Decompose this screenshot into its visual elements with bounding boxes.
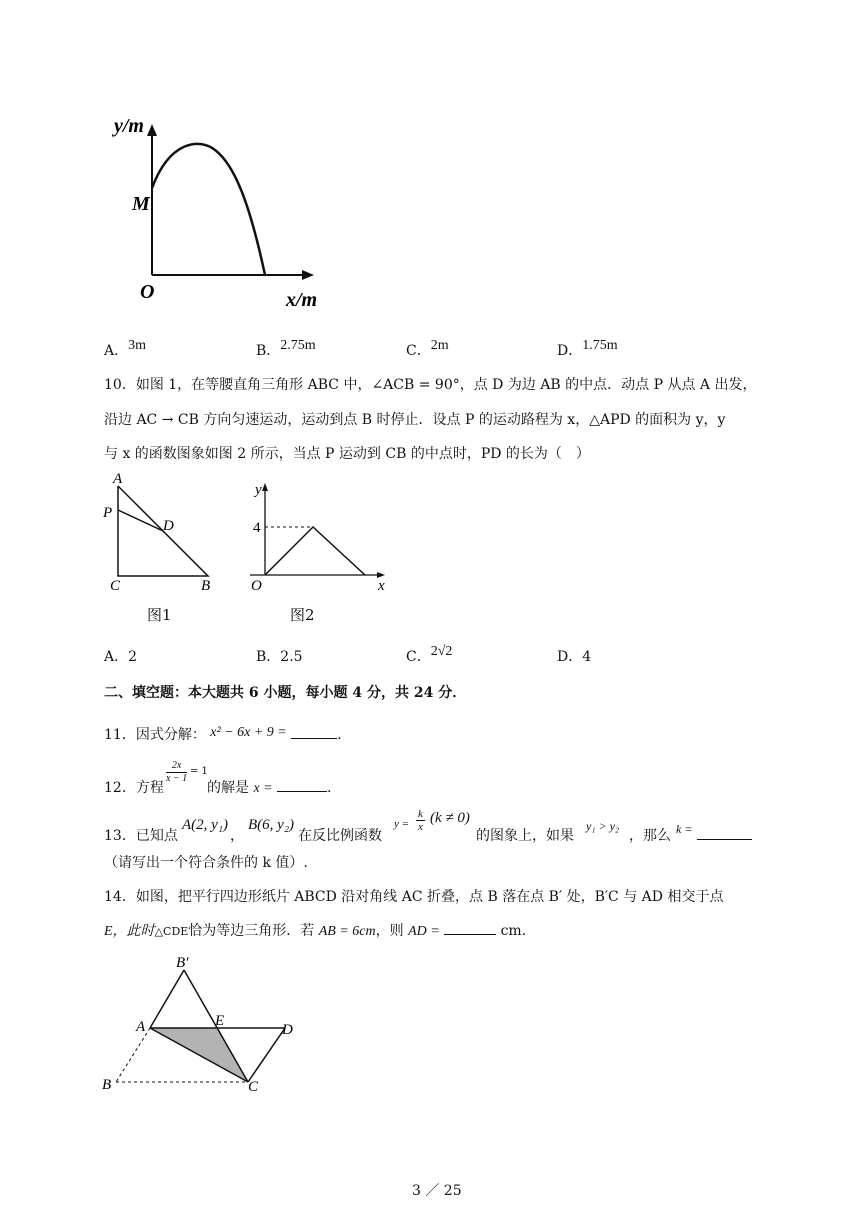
fig2-caption: 图2 bbox=[290, 606, 315, 624]
q13-prefix: 13．已知点 bbox=[104, 828, 178, 844]
q11-suffix: ． bbox=[337, 727, 352, 743]
q12-fraction bbox=[166, 760, 187, 785]
option-letter: C． bbox=[406, 343, 431, 359]
option-value: 4 bbox=[582, 649, 592, 665]
option-letter: D． bbox=[557, 343, 583, 359]
q14-line2-a: E，此时 bbox=[104, 924, 155, 939]
fig14-label-a: A bbox=[136, 1019, 146, 1035]
fig14-label-d: D bbox=[282, 1022, 293, 1038]
q11-prefix: 11．因式分解： bbox=[104, 727, 206, 743]
q13-func-fraction bbox=[416, 808, 425, 833]
fig2-label-4: 4 bbox=[253, 520, 261, 536]
fig1-label-c: C bbox=[110, 578, 121, 594]
q10-line1: 10．如图 1，在等腰直角三角形 ABC 中，∠ACB = 90°，点 D 为边 AB 的中点．动点 P 从点 A 出发， bbox=[104, 377, 757, 393]
page-number: 3 ／ 25 bbox=[412, 1183, 462, 1199]
q13-mid3: ，那么 bbox=[629, 828, 671, 844]
q12-mid: 的解是 bbox=[207, 780, 249, 796]
q13-comma: ， bbox=[230, 828, 244, 844]
q13-point-b: B(6, y₂) bbox=[248, 817, 295, 833]
q10-option-c bbox=[406, 646, 452, 666]
option-letter: B． bbox=[256, 649, 281, 665]
fig1-label-a: A bbox=[113, 471, 123, 487]
q14-ad-equals: AD = bbox=[408, 924, 440, 939]
q13-func-denominator: x bbox=[418, 821, 423, 833]
q13-k-equals: k = bbox=[676, 822, 693, 836]
q12-prefix: 12．方程 bbox=[104, 780, 164, 796]
option-letter: D． bbox=[557, 649, 583, 665]
q12-suffix: ． bbox=[327, 780, 342, 796]
q13-line2: （请写出一个符合条件的 k 值）. bbox=[104, 855, 308, 871]
q10-figure-1 bbox=[100, 468, 220, 598]
x-axis-label: x/m bbox=[286, 289, 318, 311]
q13-mid: 在反比例函数 bbox=[298, 828, 382, 844]
q10-option-a bbox=[104, 646, 137, 666]
q12-frac-numerator: 2x bbox=[166, 760, 187, 773]
q13-inequality: y₁ > y₂ bbox=[586, 819, 620, 833]
option-letter: A． bbox=[104, 343, 129, 359]
q12-frac-denominator: x − 1 bbox=[166, 773, 188, 784]
q14-ab-length: AB = 6cm bbox=[318, 924, 376, 939]
q10-option-d bbox=[557, 646, 591, 666]
q14-line2 bbox=[104, 920, 536, 940]
q10-line3: 与 x 的函数图象如图 2 所示，当点 P 运动到 CB 的中点时，PD 的长为（ ） bbox=[104, 446, 590, 462]
fig2-label-o: O bbox=[251, 578, 262, 594]
q13-func-numerator: k bbox=[418, 808, 423, 820]
q10-line2: 沿边 AC → CB 方向匀速运动，运动到点 B 时停止．设点 P 的运动路程为 x，△APD 的面积为 y，y bbox=[104, 412, 726, 428]
q9-option-b bbox=[256, 340, 316, 360]
q9-option-d bbox=[557, 340, 618, 360]
q13-mid2: 的图象上，如果 bbox=[476, 828, 574, 844]
origin-label: O bbox=[140, 281, 155, 303]
q10-figure-2 bbox=[245, 480, 395, 600]
y-axis-label: y/m bbox=[114, 115, 144, 137]
q12-x-equals: x = bbox=[253, 781, 273, 796]
q11-expression: x² − 6x + 9 = bbox=[210, 725, 287, 740]
option-letter: B． bbox=[256, 343, 281, 359]
option-value: 2.5 bbox=[280, 649, 303, 665]
q13-point-a: A(2, y₁) bbox=[182, 817, 229, 833]
option-value: 1.75m bbox=[582, 338, 618, 353]
option-value: 2√2 bbox=[430, 644, 453, 659]
q12-rest bbox=[207, 777, 341, 797]
fig14-label-e: E bbox=[215, 1013, 225, 1029]
q9-option-a bbox=[104, 340, 146, 360]
fig14-label-bprime: B′ bbox=[176, 955, 189, 971]
q14-answer-blank[interactable] bbox=[444, 920, 496, 935]
point-m-label: M bbox=[132, 193, 150, 215]
q12-equals: = 1 bbox=[190, 766, 208, 777]
option-value: 3m bbox=[128, 338, 147, 353]
q14-triangle: △CDE bbox=[154, 925, 189, 938]
q9-option-c bbox=[406, 340, 449, 360]
q11-answer-blank[interactable] bbox=[291, 724, 337, 739]
q10-option-b bbox=[256, 646, 303, 666]
fig1-label-b: B bbox=[201, 578, 211, 594]
q14-line1: 14．如图，把平行四边形纸片 ABCD 沿对角线 AC 折叠，点 B 落在点 B′ 处，B′C 与 AD 相交于点 bbox=[104, 889, 724, 905]
option-value: 2m bbox=[430, 338, 449, 353]
fig1-label-d: D bbox=[163, 518, 174, 534]
q13-func-condition: (k ≠ 0) bbox=[430, 810, 470, 826]
q14-figure bbox=[100, 950, 330, 1095]
fig1-label-p: P bbox=[103, 505, 113, 521]
q14-unit: cm． bbox=[500, 923, 536, 939]
q13-answer-blank[interactable] bbox=[697, 825, 752, 840]
q11 bbox=[104, 724, 351, 744]
fig14-label-b: B bbox=[102, 1077, 112, 1093]
option-value: 2 bbox=[128, 649, 138, 665]
option-value: 2.75m bbox=[280, 338, 316, 353]
option-letter: C． bbox=[406, 649, 431, 665]
q14-line2-c: ，则 bbox=[375, 923, 404, 939]
fig1-caption: 图1 bbox=[147, 606, 172, 624]
q13-func-y: y = bbox=[394, 818, 410, 830]
q14-line2-b: 恰为等边三角形．若 bbox=[188, 923, 315, 939]
section-heading: 二、填空题：本大题共 6 小题，每小题 4 分，共 24 分． bbox=[104, 685, 467, 701]
option-letter: A． bbox=[104, 649, 129, 665]
q12-answer-blank[interactable] bbox=[277, 777, 327, 792]
q12 bbox=[104, 777, 164, 797]
fig14-label-c: C bbox=[248, 1079, 259, 1095]
fig2-label-y: y bbox=[255, 482, 262, 498]
fig2-label-x: x bbox=[378, 578, 385, 594]
q9-graph bbox=[100, 110, 330, 315]
